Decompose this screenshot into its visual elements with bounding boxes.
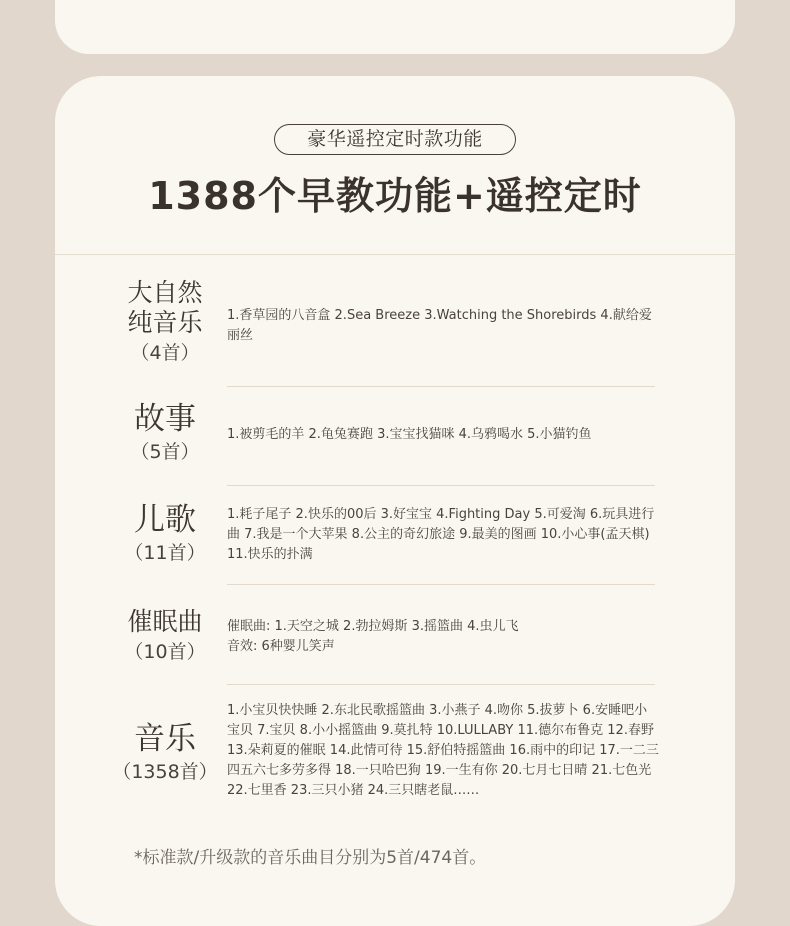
category-name: 纯音乐 <box>127 308 203 337</box>
edition-badge: 豪华遥控定时款功能 <box>274 124 516 155</box>
category-name: 故事 <box>134 401 196 437</box>
songs-line: 音效: 6种婴儿笑声 <box>227 639 335 654</box>
category-lullabies <box>55 585 735 684</box>
category-count: （1358首） <box>112 761 218 783</box>
category-songs: 1.耗子尾子 2.快乐的00后 3.好宝宝 4.Fighting Day 5.可爱淘 6.玩具进行曲 7.我是一个大苹果 8.公主的奇幻旅途 9.最美的图画 10.小心事(孟天棋) 11.快乐的扑满 <box>227 507 655 562</box>
songs-line: 催眠曲: 1.天空之城 2.勃拉姆斯 3.摇篮曲 4.虫儿飞 <box>227 619 519 634</box>
category-count: （11首） <box>124 542 206 564</box>
category-music <box>55 685 735 815</box>
category-name: 音乐 <box>134 721 196 757</box>
category-count: （10首） <box>124 641 206 663</box>
footnote: *标准款/升级款的音乐曲目分别为5首/474首。 <box>134 848 487 868</box>
category-label <box>110 401 220 467</box>
category-nature-music <box>55 272 735 392</box>
feature-card <box>55 76 735 926</box>
category-nursery-rhymes <box>55 486 735 584</box>
card-header <box>55 76 735 255</box>
category-label <box>110 607 220 667</box>
category-songs: 1.小宝贝快快睡 2.东北民歌摇篮曲 3.小燕子 4.吻你 5.拔萝卜 6.安睡吧小宝贝 7.宝贝 8.小小摇篮曲 9.莫扎特 10.LULLABY 11.德尔布鲁克 12.春野 13.朵莉夏的催眠 14.此情可待 15.舒伯特摇篮曲 16.雨中的印记 17.一二三四五六七多劳多得 18.一只哈巴狗 19.一生有你 20.七月七日晴 21.七色光 22.七里香 23.三只小猪 24.三只瞎老鼠…… <box>227 703 659 798</box>
category-name: 儿歌 <box>134 502 196 538</box>
category-label <box>110 502 220 568</box>
category-songs <box>227 617 659 657</box>
headline: 1388个早教功能+遥控定时 <box>148 174 642 218</box>
category-name: 大自然 <box>127 278 203 307</box>
category-stories <box>55 387 735 485</box>
category-songs: 1.被剪毛的羊 2.龟兔赛跑 3.宝宝找猫咪 4.乌鸦喝水 5.小猫钓鱼 <box>227 427 592 442</box>
category-count: （4首） <box>130 342 200 364</box>
category-label <box>110 278 220 368</box>
category-songs: 1.香草园的八音盒 2.Sea Breeze 3.Watching the Shorebirds 4.献给爱丽丝 <box>227 308 652 343</box>
category-name: 催眠曲 <box>127 607 203 636</box>
category-count: （5首） <box>130 441 200 463</box>
category-label <box>110 721 220 787</box>
top-card <box>55 0 735 54</box>
